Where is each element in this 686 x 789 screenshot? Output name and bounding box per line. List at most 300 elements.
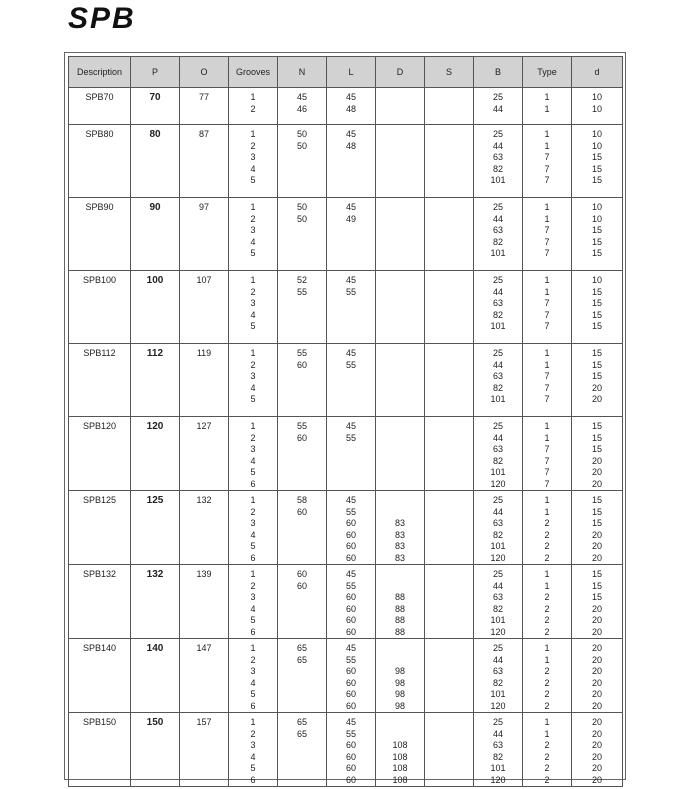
cell-l	[327, 713, 376, 787]
cell-value: 83	[394, 541, 405, 551]
cell-value: 4	[250, 529, 256, 540]
cell-value: 6	[250, 700, 256, 711]
cell-value: 2	[544, 677, 550, 688]
cell-value: 1	[250, 129, 256, 139]
cell-p: 80	[131, 125, 180, 198]
cell-value: 4	[250, 309, 256, 320]
cell-value: 60	[345, 774, 356, 785]
cell-s	[425, 639, 474, 713]
cell-value: 7	[544, 455, 550, 466]
cell-grooves	[229, 271, 278, 344]
cell-p: 150	[131, 713, 180, 787]
cell-value: 20	[591, 763, 602, 773]
cell-value: 25	[492, 421, 503, 431]
cell-value: 44	[492, 580, 503, 591]
cell-value: 1	[544, 286, 550, 297]
cell-value: 63	[492, 592, 503, 602]
cell-value: 65	[296, 654, 307, 665]
cell-p: 125	[131, 491, 180, 565]
cell-value: 44	[492, 213, 503, 224]
header-n: N	[278, 57, 327, 88]
cell-o: 127	[180, 417, 229, 491]
cell-value: 15	[591, 236, 602, 247]
cell-value: 65	[296, 728, 307, 739]
cell-n	[278, 125, 327, 198]
cell-value: 15	[591, 421, 602, 431]
cell-o: 147	[180, 639, 229, 713]
cell-value: 20	[591, 666, 602, 676]
cell-l	[327, 417, 376, 491]
cell-value: 20	[591, 774, 602, 785]
cell-value: 5	[250, 175, 256, 185]
cell-value: 60	[296, 580, 307, 591]
cell-description: SPB70	[69, 88, 131, 125]
cell-value: 98	[394, 677, 405, 688]
cell-value: 1	[250, 202, 256, 212]
cell-value: 120	[490, 478, 506, 489]
cell-d-upper	[376, 417, 425, 491]
cell-value: 44	[492, 103, 503, 114]
cell-value: 60	[296, 569, 307, 579]
cell-value: 60	[345, 541, 356, 551]
cell-d-upper	[376, 271, 425, 344]
cell-value: 6	[250, 774, 256, 785]
cell-value: 50	[296, 140, 307, 151]
cell-value: 15	[591, 298, 602, 308]
cell-value: 4	[250, 455, 256, 466]
cell-d-lower	[572, 88, 623, 125]
cell-value: 6	[250, 626, 256, 637]
cell-value: 20	[591, 700, 602, 711]
cell-l	[327, 491, 376, 565]
cell-value: 20	[591, 541, 602, 551]
cell-value: 15	[591, 569, 602, 579]
cell-value: 25	[492, 202, 503, 212]
cell-value: 45	[345, 348, 356, 358]
cell-value: 10	[591, 140, 602, 151]
cell-value: 108	[392, 740, 408, 750]
cell-value: 82	[492, 382, 503, 393]
cell-value: 20	[591, 382, 602, 393]
cell-value: 98	[394, 666, 405, 676]
cell-grooves	[229, 88, 278, 125]
cell-value: 20	[591, 654, 602, 665]
table-row	[69, 198, 623, 271]
cell-value: 2	[250, 213, 256, 224]
cell-value: 5	[250, 321, 256, 331]
cell-value: 25	[492, 569, 503, 579]
cell-value: 52	[296, 275, 307, 285]
cell-value: 63	[492, 152, 503, 162]
cell-value: 60	[345, 603, 356, 614]
cell-d-upper	[376, 713, 425, 787]
cell-value: 2	[544, 774, 550, 785]
cell-value: 1	[544, 717, 550, 727]
cell-value: 60	[345, 751, 356, 762]
cell-value: 2	[250, 654, 256, 665]
cell-s	[425, 344, 474, 417]
cell-value: 55	[345, 359, 356, 370]
cell-value: 5	[250, 763, 256, 773]
cell-value: 45	[345, 569, 356, 579]
cell-value: 44	[492, 506, 503, 517]
cell-n	[278, 271, 327, 344]
cell-value: 55	[345, 506, 356, 517]
cell-value: 101	[490, 248, 506, 258]
cell-value: 3	[250, 740, 256, 750]
cell-value: 55	[296, 348, 307, 358]
cell-p: 140	[131, 639, 180, 713]
cell-o: 132	[180, 491, 229, 565]
cell-value: 83	[394, 518, 405, 528]
table-row	[69, 88, 623, 125]
cell-value: 15	[591, 444, 602, 454]
cell-value: 2	[544, 529, 550, 540]
cell-value: 2	[544, 592, 550, 602]
cell-value: 60	[345, 700, 356, 711]
cell-value: 1	[544, 348, 550, 358]
cell-type	[523, 271, 572, 344]
cell-value: 5	[250, 689, 256, 699]
cell-l	[327, 344, 376, 417]
cell-value: 60	[345, 529, 356, 540]
cell-value: 60	[345, 689, 356, 699]
cell-value: 60	[345, 626, 356, 637]
cell-value: 88	[394, 615, 405, 625]
cell-value: 63	[492, 371, 503, 381]
cell-value: 15	[591, 175, 602, 185]
cell-value: 83	[394, 529, 405, 540]
cell-type	[523, 639, 572, 713]
cell-b	[474, 198, 523, 271]
cell-value: 65	[296, 643, 307, 653]
cell-value: 15	[591, 309, 602, 320]
cell-value: 20	[591, 717, 602, 727]
cell-d-lower	[572, 639, 623, 713]
cell-l	[327, 565, 376, 639]
cell-value: 2	[544, 552, 550, 563]
cell-value: 45	[345, 717, 356, 727]
cell-value: 2	[544, 603, 550, 614]
cell-o: 97	[180, 198, 229, 271]
cell-value: 15	[591, 580, 602, 591]
header-p: P	[131, 57, 180, 88]
cell-value: 1	[250, 717, 256, 727]
cell-d-upper	[376, 491, 425, 565]
cell-value: 83	[394, 552, 405, 563]
cell-value: 7	[544, 248, 550, 258]
cell-value: 25	[492, 275, 503, 285]
cell-value: 7	[544, 309, 550, 320]
cell-value: 44	[492, 728, 503, 739]
cell-type	[523, 491, 572, 565]
cell-value: 10	[591, 103, 602, 114]
cell-value: 45	[345, 202, 356, 212]
cell-n	[278, 639, 327, 713]
cell-value: 60	[345, 740, 356, 750]
cell-value: 1	[544, 275, 550, 285]
header-d-upper: D	[376, 57, 425, 88]
cell-value: 2	[544, 751, 550, 762]
cell-value: 60	[345, 615, 356, 625]
cell-value: 1	[250, 421, 256, 431]
cell-value: 50	[296, 202, 307, 212]
cell-value: 6	[250, 478, 256, 489]
cell-value: 20	[591, 615, 602, 625]
cell-o: 139	[180, 565, 229, 639]
cell-value: 60	[345, 518, 356, 528]
table-row	[69, 125, 623, 198]
cell-value: 20	[591, 677, 602, 688]
cell-description: SPB120	[69, 417, 131, 491]
table-row	[69, 713, 623, 787]
cell-value: 101	[490, 689, 506, 699]
cell-value: 120	[490, 552, 506, 563]
cell-s	[425, 88, 474, 125]
cell-description: SPB112	[69, 344, 131, 417]
cell-b	[474, 88, 523, 125]
cell-value: 10	[591, 92, 602, 102]
cell-value: 10	[591, 213, 602, 224]
cell-value: 1	[544, 569, 550, 579]
cell-value: 1	[544, 643, 550, 653]
cell-p: 90	[131, 198, 180, 271]
cell-value: 82	[492, 751, 503, 762]
cell-value: 7	[544, 152, 550, 162]
table-row	[69, 565, 623, 639]
cell-value: 45	[345, 275, 356, 285]
cell-value: 10	[591, 202, 602, 212]
cell-value: 25	[492, 92, 503, 102]
cell-s	[425, 491, 474, 565]
cell-value: 15	[591, 152, 602, 162]
cell-o: 107	[180, 271, 229, 344]
table-row	[69, 639, 623, 713]
cell-description: SPB132	[69, 565, 131, 639]
cell-value: 15	[591, 163, 602, 174]
cell-value: 82	[492, 529, 503, 540]
cell-value: 15	[591, 495, 602, 505]
cell-value: 4	[250, 603, 256, 614]
cell-value: 108	[392, 751, 408, 762]
cell-value: 15	[591, 348, 602, 358]
cell-value: 60	[345, 592, 356, 602]
cell-value: 25	[492, 643, 503, 653]
cell-value: 45	[345, 92, 356, 102]
cell-value: 4	[250, 382, 256, 393]
cell-value: 44	[492, 432, 503, 443]
cell-value: 25	[492, 495, 503, 505]
cell-value: 1	[544, 140, 550, 151]
cell-value: 20	[591, 455, 602, 466]
cell-value: 20	[591, 529, 602, 540]
cell-value: 82	[492, 163, 503, 174]
cell-value: 120	[490, 700, 506, 711]
cell-value: 3	[250, 225, 256, 235]
cell-value: 7	[544, 225, 550, 235]
cell-value: 48	[345, 103, 356, 114]
cell-value: 2	[544, 700, 550, 711]
table-row	[69, 271, 623, 344]
cell-value: 3	[250, 592, 256, 602]
cell-value: 2	[544, 689, 550, 699]
cell-value: 4	[250, 236, 256, 247]
cell-value: 15	[591, 321, 602, 331]
header-row	[69, 57, 623, 88]
cell-n	[278, 344, 327, 417]
cell-value: 7	[544, 298, 550, 308]
cell-value: 101	[490, 763, 506, 773]
cell-value: 88	[394, 592, 405, 602]
cell-value: 2	[250, 140, 256, 151]
cell-d-upper	[376, 88, 425, 125]
cell-value	[376, 655, 424, 667]
cell-value: 2	[250, 286, 256, 297]
cell-value: 50	[296, 129, 307, 139]
cell-b	[474, 271, 523, 344]
cell-value: 2	[250, 432, 256, 443]
page-title: SPB	[68, 2, 136, 35]
cell-value: 101	[490, 615, 506, 625]
table-row	[69, 417, 623, 491]
cell-value	[376, 507, 424, 519]
cell-b	[474, 417, 523, 491]
cell-value: 1	[250, 569, 256, 579]
cell-value: 7	[544, 163, 550, 174]
cell-description: SPB140	[69, 639, 131, 713]
cell-n	[278, 491, 327, 565]
cell-value: 4	[250, 751, 256, 762]
cell-l	[327, 639, 376, 713]
cell-value: 108	[392, 774, 408, 785]
cell-type	[523, 417, 572, 491]
cell-value: 15	[591, 432, 602, 443]
cell-value: 108	[392, 763, 408, 773]
cell-p: 112	[131, 344, 180, 417]
cell-value: 1	[250, 275, 256, 285]
cell-value: 7	[544, 371, 550, 381]
cell-value: 20	[591, 751, 602, 762]
cell-value: 20	[591, 603, 602, 614]
cell-value: 2	[544, 541, 550, 551]
cell-value: 44	[492, 654, 503, 665]
cell-value: 82	[492, 677, 503, 688]
cell-type	[523, 125, 572, 198]
cell-value: 3	[250, 444, 256, 454]
cell-value: 63	[492, 740, 503, 750]
cell-value: 15	[591, 371, 602, 381]
cell-value: 1	[544, 654, 550, 665]
cell-value: 15	[591, 518, 602, 528]
cell-value: 98	[394, 700, 405, 711]
cell-d-lower	[572, 271, 623, 344]
cell-d-upper	[376, 565, 425, 639]
cell-type	[523, 565, 572, 639]
cell-value: 82	[492, 309, 503, 320]
cell-s	[425, 565, 474, 639]
cell-value: 4	[250, 677, 256, 688]
cell-value: 25	[492, 348, 503, 358]
cell-value: 82	[492, 603, 503, 614]
cell-value: 120	[490, 626, 506, 637]
cell-value: 20	[591, 394, 602, 404]
cell-value: 4	[250, 163, 256, 174]
cell-value: 3	[250, 298, 256, 308]
cell-description: SPB90	[69, 198, 131, 271]
cell-value	[376, 729, 424, 741]
cell-p: 120	[131, 417, 180, 491]
cell-s	[425, 271, 474, 344]
cell-value: 20	[591, 740, 602, 750]
cell-value: 15	[591, 506, 602, 517]
table-row	[69, 344, 623, 417]
cell-value: 88	[394, 603, 405, 614]
cell-grooves	[229, 417, 278, 491]
cell-value: 46	[296, 103, 307, 114]
cell-value: 5	[250, 467, 256, 477]
cell-value: 45	[345, 495, 356, 505]
cell-value: 1	[544, 103, 550, 114]
cell-value: 15	[591, 359, 602, 370]
cell-value: 44	[492, 286, 503, 297]
cell-value: 82	[492, 236, 503, 247]
cell-value: 7	[544, 175, 550, 185]
cell-description: SPB150	[69, 713, 131, 787]
cell-value: 101	[490, 321, 506, 331]
cell-grooves	[229, 713, 278, 787]
cell-value: 3	[250, 518, 256, 528]
cell-b	[474, 713, 523, 787]
cell-value: 1	[544, 92, 550, 102]
cell-d-upper	[376, 639, 425, 713]
header-l: L	[327, 57, 376, 88]
cell-value: 1	[544, 506, 550, 517]
cell-value: 20	[591, 643, 602, 653]
cell-value: 2	[250, 506, 256, 517]
cell-value: 45	[345, 421, 356, 431]
cell-s	[425, 713, 474, 787]
table-body	[69, 88, 623, 787]
cell-value: 10	[591, 129, 602, 139]
cell-value: 45	[345, 129, 356, 139]
cell-value: 1	[544, 728, 550, 739]
cell-value: 1	[250, 92, 256, 102]
cell-value: 2	[544, 518, 550, 528]
cell-value: 60	[345, 677, 356, 688]
cell-s	[425, 198, 474, 271]
cell-value	[376, 643, 424, 655]
cell-value: 7	[544, 236, 550, 247]
cell-value: 25	[492, 129, 503, 139]
cell-type	[523, 88, 572, 125]
cell-value: 45	[296, 92, 307, 102]
header-grooves: Grooves	[229, 57, 278, 88]
cell-description: SPB100	[69, 271, 131, 344]
cell-value: 101	[490, 394, 506, 404]
cell-value: 45	[345, 643, 356, 653]
cell-grooves	[229, 198, 278, 271]
cell-value: 55	[345, 654, 356, 665]
cell-value: 63	[492, 225, 503, 235]
cell-value: 25	[492, 717, 503, 727]
cell-value: 1	[544, 359, 550, 370]
cell-value: 7	[544, 467, 550, 477]
cell-value: 60	[296, 432, 307, 443]
cell-value: 20	[591, 626, 602, 637]
cell-value: 7	[544, 444, 550, 454]
cell-grooves	[229, 639, 278, 713]
cell-value: 50	[296, 213, 307, 224]
